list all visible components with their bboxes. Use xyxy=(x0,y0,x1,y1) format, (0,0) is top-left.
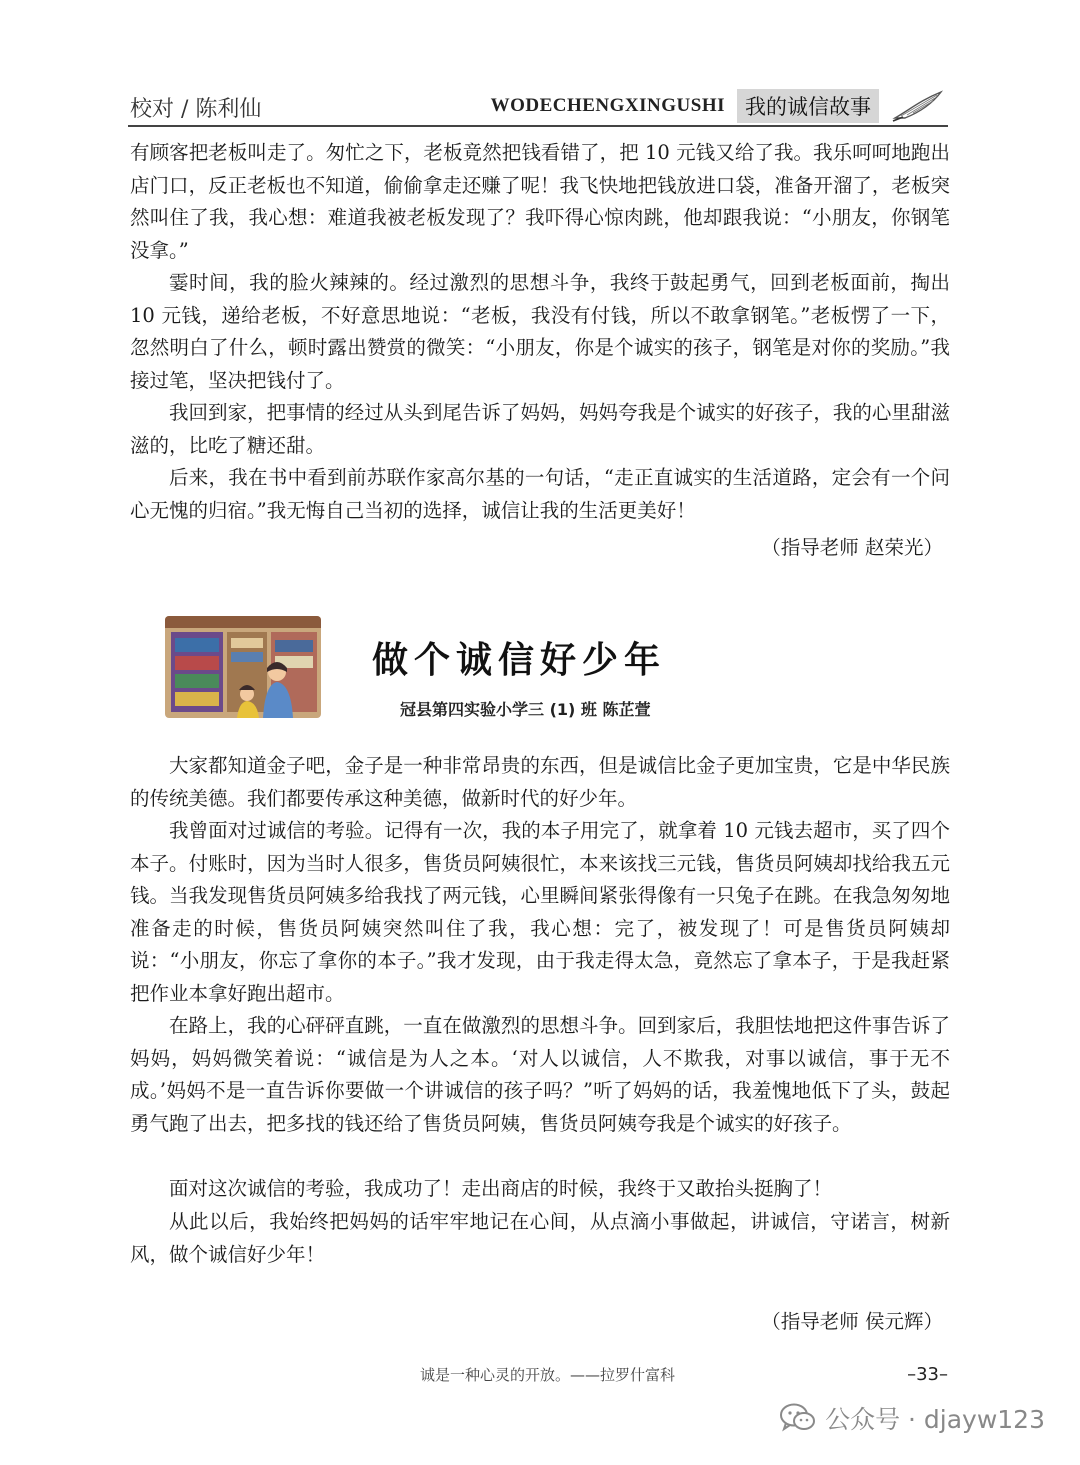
shop-illustration xyxy=(165,616,321,718)
story2-teacher-credit: （指导老师 侯元辉） xyxy=(761,1310,943,1333)
proofreader-credit: 校对 / 陈利仙 xyxy=(130,97,262,122)
story2-paragraph-5: 从此以后，我始终把妈妈的话牢牢地记在心间，从点滴小事做起，讲诚信，守诺言，树新风，做个诚信好少年！ xyxy=(130,1210,950,1266)
story1-paragraph-3: 我回到家，把事情的经过从头到尾告诉了妈妈，妈妈夸我是个诚实的好孩子，我的心里甜滋滋的，比吃了糖还甜。 xyxy=(130,401,950,457)
story1-paragraph-1: 有顾客把老板叫走了。匆忙之下，老板竟然把钱看错了，把 10 元钱又给了我。我乐呵呵地跑出店门口，反正老板也不知道，偷偷拿走还赚了呢！我飞快地把钱放进口袋，准备开溜了，老板突然叫住了我，我心想：难道我被老板发现了？我吓得心惊肉跳，他却跟我说：“小朋友，你钢笔没拿。” xyxy=(130,141,950,262)
story2-paragraph-4: 面对这次诚信的考验，我成功了！走出商店的时候，我终于又敢抬头挺胸了！ xyxy=(169,1177,833,1200)
story1-teacher-credit: （指导老师 赵荣光） xyxy=(761,536,943,559)
wechat-watermark xyxy=(779,1400,1045,1436)
story2-paragraph-2: 我曾面对过诚信的考验。记得有一次，我的本子用完了，就拿着 10 元钱去超市，买了四个本子。付账时，因为当时人很多，售货员阿姨很忙，本来该找三元钱，售货员阿姨却找给我五元钱。当我发现售货员阿姨多给我找了两元钱，心里瞬间紧张得像有一只兔子在跳。在我急匆匆地准备走的时候，售货员阿姨突然叫住了我，我心想：完了，被发现了！可是售货员阿姨却说：“小朋友，你忘了拿你的本子。”我才发现，由于我走得太急，竟然忘了拿本子，于是我赶紧把作业本拿好跑出超市。 xyxy=(130,819,950,1005)
header-divider xyxy=(128,125,948,127)
column-header xyxy=(491,88,945,124)
story1-paragraph-4: 后来，我在书中看到前苏联作家高尔基的一句话，“走正直诚实的生活道路，定会有一个问心无愧的归宿。”我无悔自己当初的选择，诚信让我的生活更美好！ xyxy=(130,466,950,522)
column-title-latin: WODECHENGXINGUSHI xyxy=(490,95,725,116)
story2-byline: 冠县第四实验小学三 (1) 班 陈芷萱 xyxy=(400,700,651,719)
wechat-icon xyxy=(779,1402,817,1434)
story2-paragraph-3: 在路上，我的心砰砰直跳，一直在做激烈的思想斗争。回到家后，我胆怯地把这件事告诉了妈妈，妈妈微笑着说：“诚信是为人之本。‘对人以诚信，人不欺我，对事以诚信，事于无不成。’妈妈不是一直告诉你要做一个讲诚信的孩子吗？”听了妈妈的话，我羞愧地低下了头，鼓起勇气跑了出去，把多找的钱还给了售货员阿姨，售货员阿姨夸我是个诚实的好孩子。 xyxy=(130,1014,950,1135)
story2-paragraph-1: 大家都知道金子吧，金子是一种非常昂贵的东西，但是诚信比金子更加宝贵，它是中华民族的传统美德。我们都要传承这种美德，做新时代的好少年。 xyxy=(130,754,950,810)
footer-quote: 诚是一种心灵的开放。——拉罗什富科 xyxy=(420,1366,676,1384)
page-number: –33– xyxy=(907,1364,948,1385)
story1-paragraph-2: 霎时间，我的脸火辣辣的。经过激烈的思想斗争，我终于鼓起勇气，回到老板面前，掏出 10 元钱，递给老板，不好意思地说：“老板，我没有付钱，所以不敢拿钢笔。”老板愣了一下，忽然明白了什么，顿时露出赞赏的微笑：“小朋友，你是个诚实的孩子，钢笔是对你的奖励。”我接过笔，坚决把钱付了。 xyxy=(130,271,950,392)
column-title-chinese: 我的诚信故事 xyxy=(737,89,879,123)
watermark-text: 公众号 · djayw123 xyxy=(825,1405,1045,1434)
quill-pen-icon xyxy=(891,88,945,124)
story2-title: 做个诚信好少年 xyxy=(372,640,667,681)
